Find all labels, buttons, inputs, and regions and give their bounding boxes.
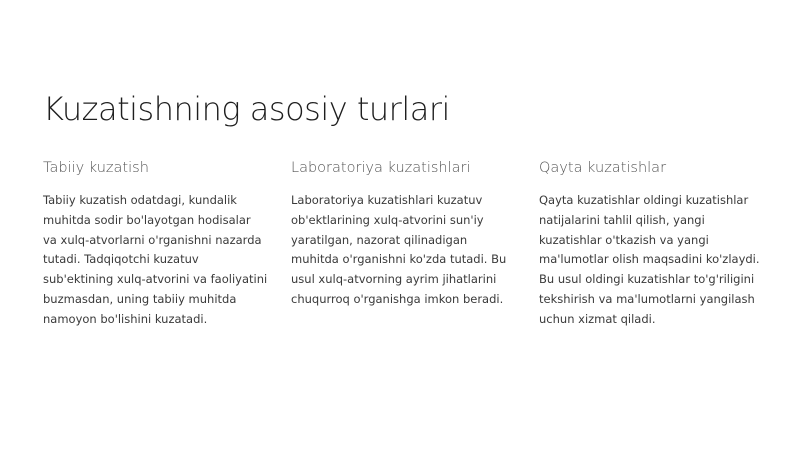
column-body-text: Qayta kuzatishlar oldingi kuzatishlar natijalarini tahlil qilish, yangi kuzatishlar o'tkazish va yangi ma'lumotlar olish maqsadini ko'zlaydi. Bu usul oldingi kuzatishlar to'g'riligini tekshirish va ma'lumotlarni yangilash uchun xizmat qiladi.: [539, 193, 760, 326]
column-body-text: Tabiiy kuzatish odatdagi, kundalik muhitda sodir bo'layotgan hodisalar va xulq-atvorlarni o'rganishni nazarda tutadi. Tadqiqotchi kuzatuv sub'ektining xulq-atvorini va faoliyatini buzmasdan, uning tabiiy muhitda namoyon bo'lishini kuzatadi.: [43, 193, 268, 326]
column-repeat-observation: [539, 160, 764, 330]
column-heading: Tabiiy kuzatish: [43, 160, 149, 176]
column-laboratory-observation: [291, 160, 516, 310]
column-heading: Laboratoriya kuzatishlari: [291, 160, 471, 176]
column-body-text: Laboratoriya kuzatishlari kuzatuv ob'ektlarining xulq-atvorini sun'iy yaratilgan, nazorat qilinadigan muhitda o'rganishni ko'zda tutadi. Bu usul xulq-atvorning ayrim jihatlarini chuqurroq o'rganishga imkon beradi.: [291, 193, 507, 306]
column-natural-observation: [43, 160, 268, 330]
slide-title: Kuzatishning asosiy turlari: [43, 90, 450, 128]
column-heading: Qayta kuzatishlar: [539, 160, 667, 176]
